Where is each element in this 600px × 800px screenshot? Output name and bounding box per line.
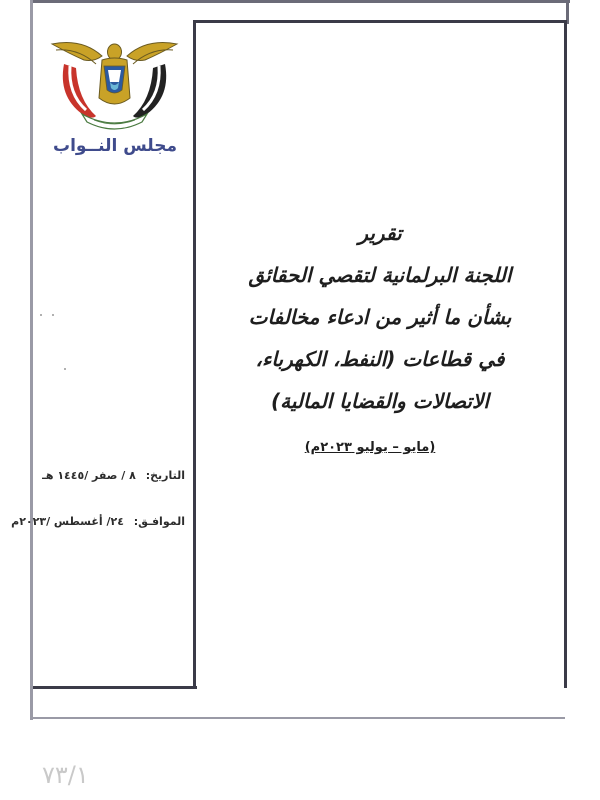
report-title-line: في قطاعات (النفط، الكهرباء، bbox=[255, 347, 505, 371]
report-title bbox=[230, 218, 530, 428]
report-title-line: بشأن ما أثير من ادعاء مخالفات bbox=[248, 305, 512, 329]
gregorian-date-value: ٢٤/ أغسطس /٢٠٢٣م bbox=[11, 515, 124, 528]
page-frame-top bbox=[30, 0, 570, 3]
hijri-date-label: التاريخ: bbox=[145, 469, 185, 482]
institution-name: مجلس النــواب bbox=[52, 136, 177, 156]
scan-speck bbox=[40, 314, 42, 316]
scan-speck bbox=[64, 368, 66, 370]
page-number: ٧٣/١ bbox=[42, 761, 89, 789]
report-title-line: تقرير bbox=[358, 221, 402, 245]
report-title-line: الاتصالات والقضايا المالية) bbox=[271, 389, 489, 413]
scan-speck bbox=[52, 314, 54, 316]
hijri-date-value: ٨ / صفر /١٤٤٥ هـ bbox=[42, 469, 136, 482]
page-frame-bottom bbox=[33, 717, 565, 719]
page-frame-left bbox=[30, 0, 33, 720]
hijri-date bbox=[35, 469, 185, 482]
report-period: (مايو – يوليو ٢٠٢٣م) bbox=[304, 440, 436, 455]
gregorian-date-label: الموافـق: bbox=[133, 515, 185, 528]
gregorian-date bbox=[11, 515, 185, 528]
content-frame-bottom bbox=[33, 686, 197, 689]
report-title-line: اللجنة البرلمانية لتقصي الحقائق bbox=[248, 263, 512, 287]
national-emblem-icon bbox=[42, 36, 187, 136]
